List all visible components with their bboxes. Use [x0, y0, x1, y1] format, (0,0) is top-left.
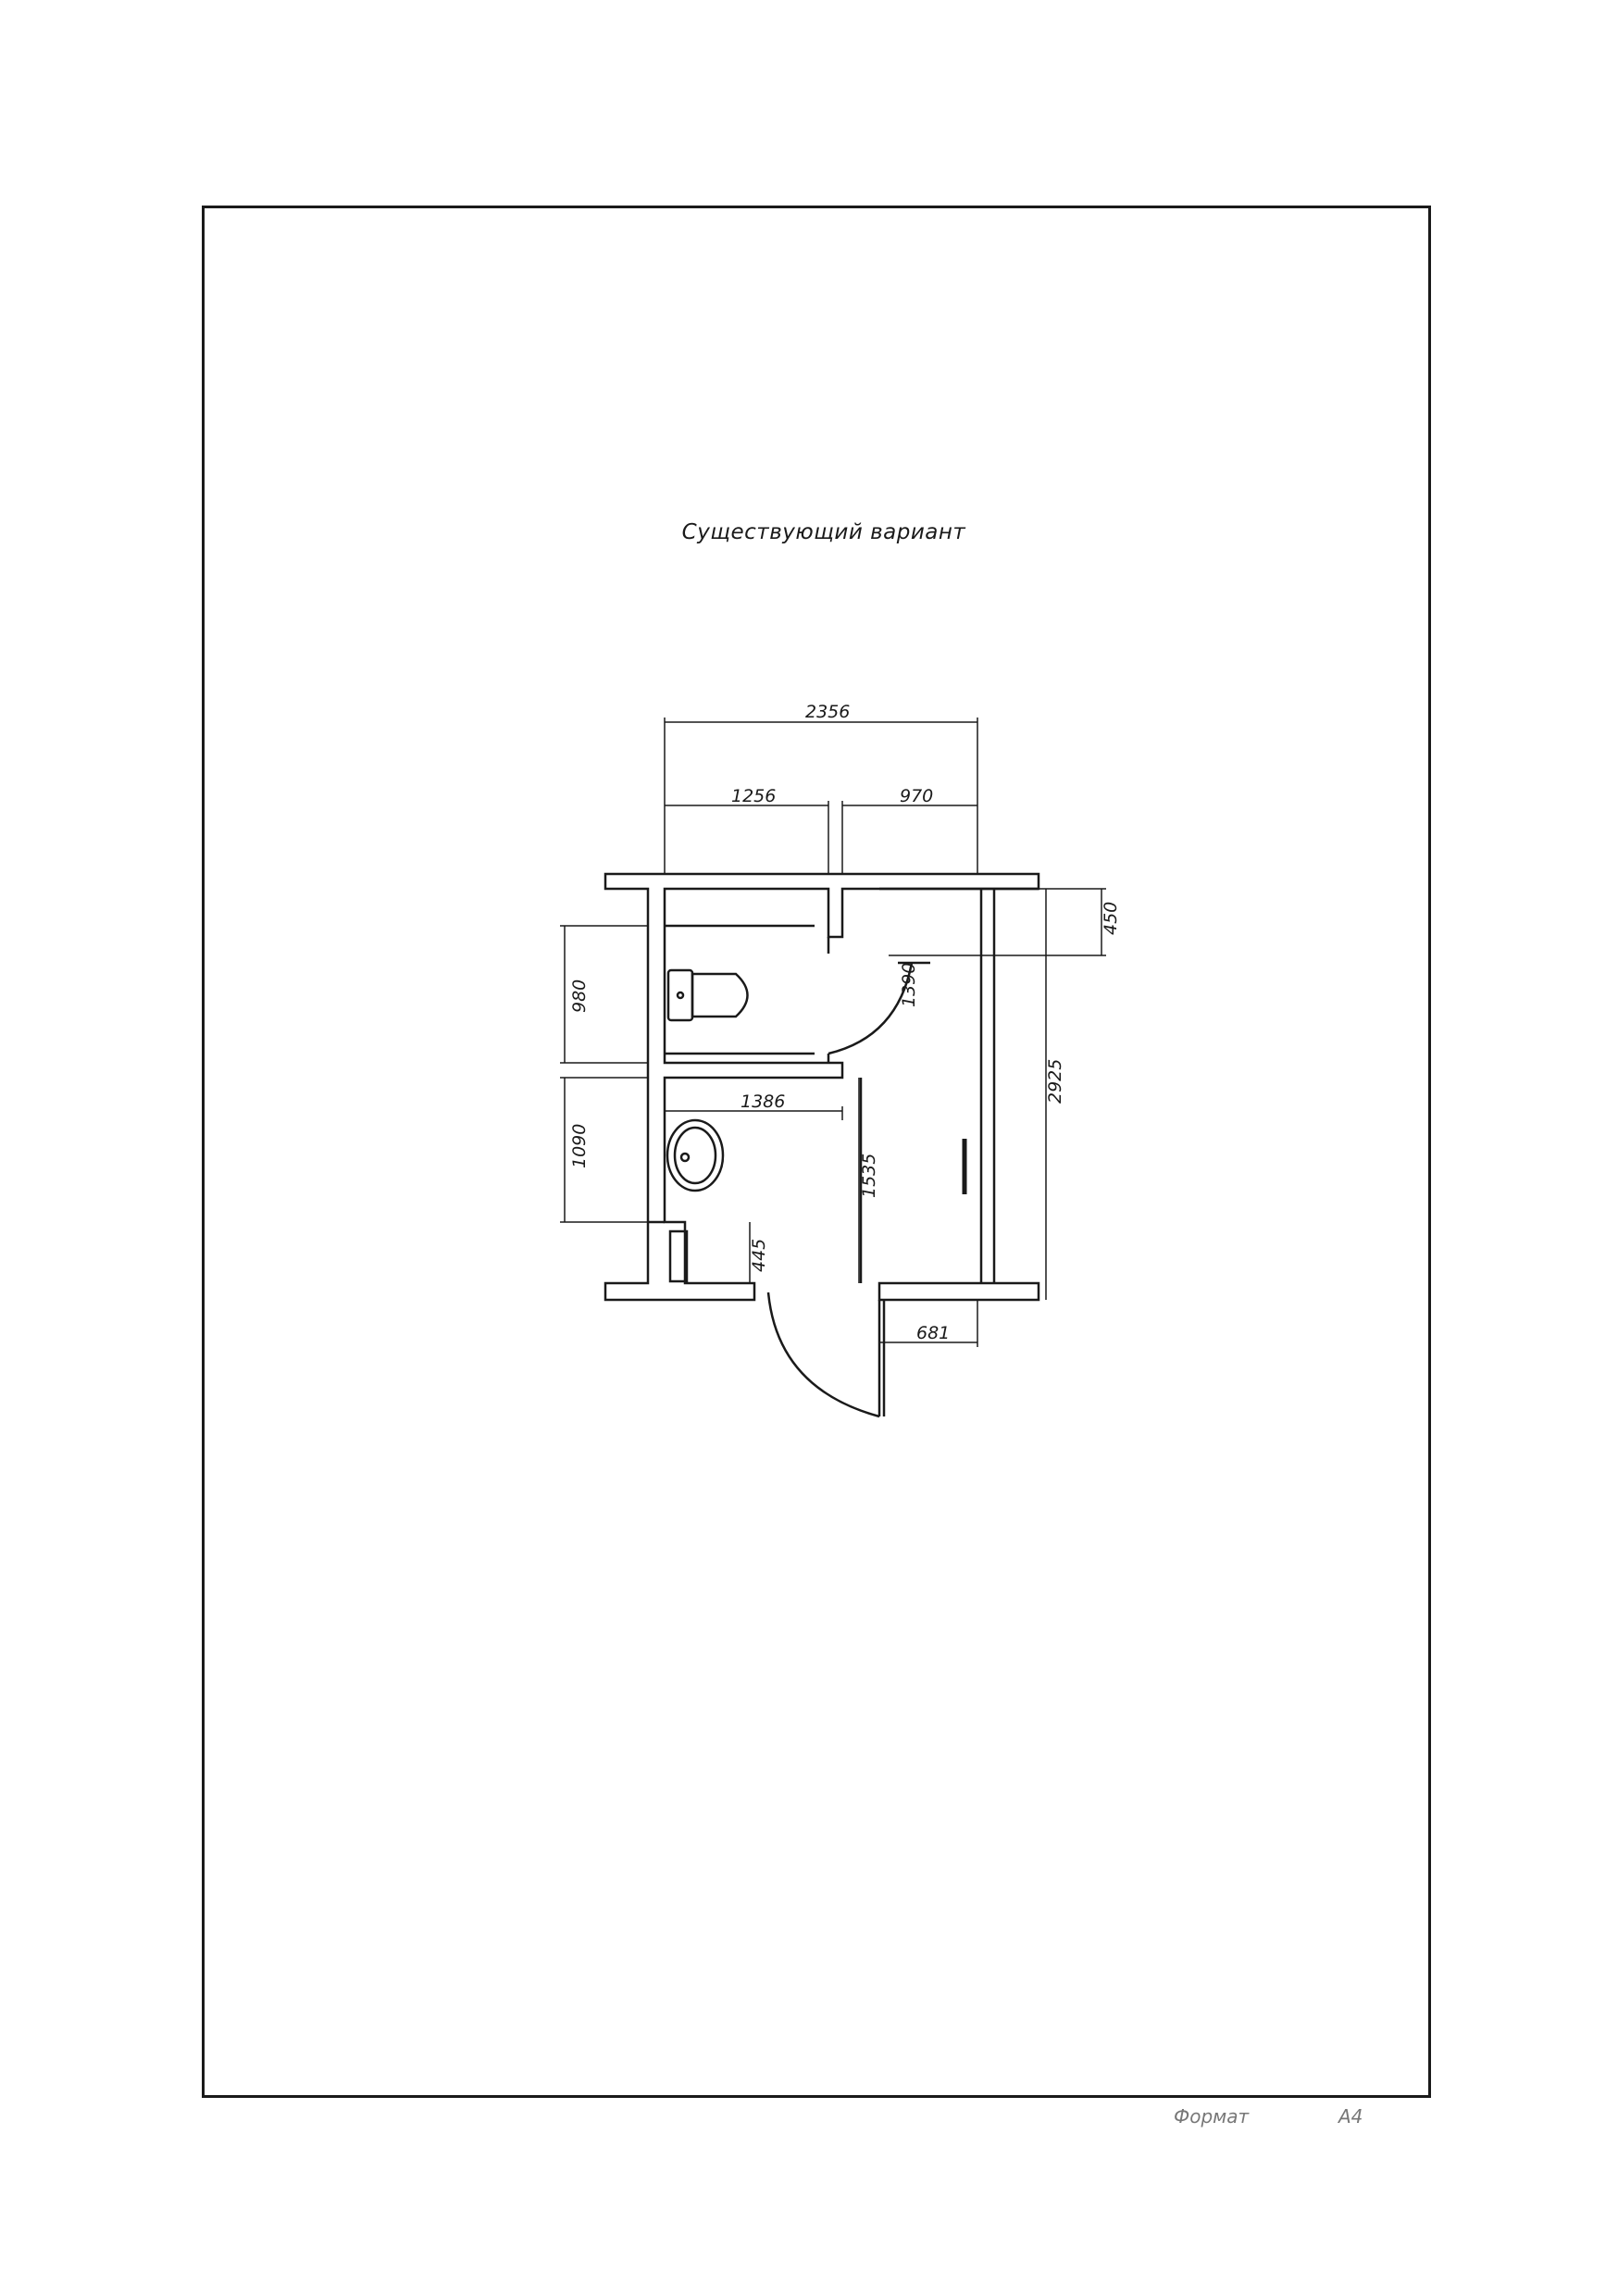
dim-980: 980 [569, 979, 590, 1013]
plan-title: Существующий вариант [681, 520, 966, 544]
dim-445: 445 [749, 1238, 769, 1272]
dim-450: 450 [1101, 901, 1121, 935]
format-label: Формат [1174, 2105, 1250, 2128]
dim-2356: 2356 [805, 702, 851, 722]
dim-2925: 2925 [1045, 1058, 1065, 1104]
dim-1090: 1090 [569, 1123, 590, 1168]
dim-1535: 1535 [859, 1153, 879, 1198]
dim-681: 681 [916, 1323, 951, 1343]
dim-1256: 1256 [731, 786, 777, 806]
door-swing-2 [768, 1292, 884, 1416]
format-value: А4 [1338, 2105, 1363, 2128]
dim-970: 970 [900, 786, 934, 806]
dim-1390: 1390 [899, 962, 919, 1007]
dimension-lines [560, 718, 1106, 1347]
washbasin-icon [667, 1120, 723, 1191]
toilet-icon [668, 970, 748, 1020]
dim-1386: 1386 [741, 1092, 786, 1112]
